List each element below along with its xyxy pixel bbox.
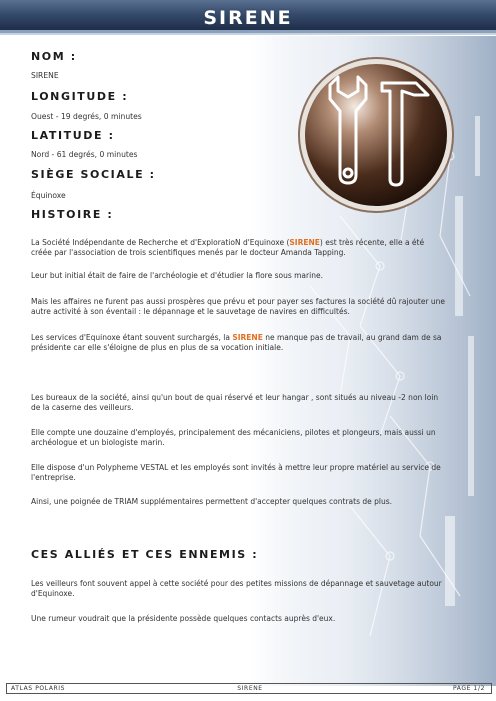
- nom-value: SIRENE: [31, 71, 59, 80]
- footer-left: ATLAS POLARIS: [11, 685, 66, 692]
- highlight-sirene: SIRENE: [289, 238, 320, 247]
- histoire-paragraph-5: Les bureaux de la société, ainsi qu'un bout de quai réservé et leur hangar , sont situés au niveau -2 non loin de la caserne des veilleurs.: [31, 393, 439, 412]
- allies-paragraph-1: Les veilleurs font souvent appel à cette société pour des petites missions de dépannage et sauvetage autour d'Equinoxe.: [31, 579, 442, 598]
- siege-label: SIÈGE SOCIALE :: [31, 168, 156, 181]
- histoire-paragraph-2: Leur but initial était de faire de l'archéologie et d'étudier la flore sous marine.: [31, 271, 323, 280]
- histoire-paragraph-3: Mais les affaires ne furent pas aussi prospères que prévu et pour payer ses factures la société dû rajouter une autre activité à son éventail : le dépannage et le sauvetage de navires en difficultés.: [31, 297, 446, 316]
- histoire-paragraph-6: Elle compte une douzaine d'employés, principalement des mécaniciens, pilotes et plongeurs, mais aussi un archéologue et un biologiste marin.: [31, 428, 436, 447]
- footer-page-number: PAGE 1/2: [452, 685, 485, 692]
- allies-label: CES ALLIÉS ET CES ENNEMIS :: [31, 548, 259, 561]
- histoire-paragraph-1: La Société Indépendante de Recherche et d'ExploratioN d'Equinoxe (SIRENE) est très récente, elle a été créée par l'association de trois scientifiques menés par le docteur Amanda Tapping.: [31, 238, 425, 257]
- nom-label: NOM :: [31, 50, 77, 63]
- latitude-value: Nord - 61 degrés, 0 minutes: [31, 150, 138, 159]
- highlight-sirene: SIRENE: [232, 333, 263, 342]
- footer-center: SIRENE: [237, 685, 263, 692]
- longitude-value: Ouest - 19 degrés, 0 minutes: [31, 112, 142, 121]
- histoire-paragraph-8: Ainsi, une poignée de TRIAM supplémentaires permettent d'accepter quelques contrats de plus.: [31, 497, 393, 506]
- histoire-paragraph-7: Elle dispose d'un Polypheme VESTAL et les employés sont invités à mettre leur propre matériel au service de l'entreprise.: [31, 463, 441, 482]
- latitude-label: LATITUDE :: [31, 129, 115, 142]
- histoire-label: HISTOIRE :: [31, 208, 114, 221]
- allies-paragraph-2: Une rumeur voudrait que la présidente possède quelques contacts auprès d'eux.: [31, 614, 336, 623]
- siege-value: Équinoxe: [31, 191, 66, 200]
- page-title: SIRENE: [203, 7, 293, 29]
- longitude-label: LONGITUDE :: [31, 90, 129, 103]
- histoire-paragraph-4: Les services d'Equinoxe étant souvent surchargés, la SIRENE ne manque pas de travail, au grand dam de sa présidente car elle s'éloigne de plus en plus de sa vocation initiale.: [31, 333, 442, 352]
- page-footer: [6, 683, 492, 694]
